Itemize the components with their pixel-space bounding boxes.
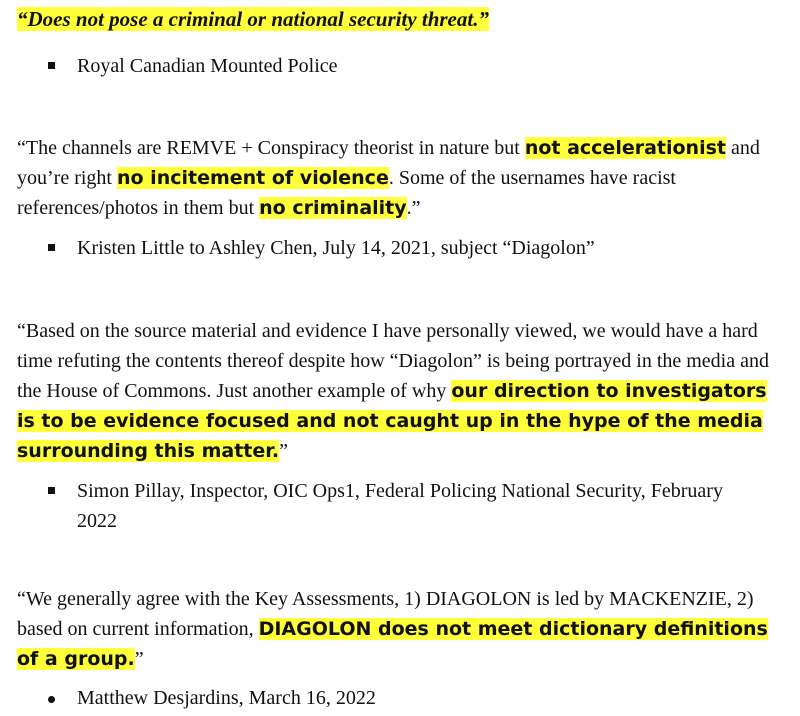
quote-2-attribution: Kristen Little to Ashley Chen, July 14, 2021, subject “Diagolon” <box>77 237 595 259</box>
bullet-square-icon <box>48 487 55 494</box>
bullet-round-icon <box>48 696 55 703</box>
quote-4-highlight-1: DIAGOLON does not meet dictionary definitions of a group. <box>17 618 768 670</box>
quote-2-highlight-2: no incitement of violence <box>116 167 389 189</box>
quote-3 <box>17 316 782 466</box>
quote-2-close: .” <box>406 197 421 219</box>
quote-2-mid-1: and you’re right <box>17 137 760 189</box>
bullet-square-icon <box>48 62 55 69</box>
quote-4-open: “We generally agree with the Key Assessments, 1) DIAGOLON is led by MACKENZIE, 2) based on current information, <box>17 588 754 640</box>
quote-4 <box>17 584 782 674</box>
quote-2-highlight-3: no criminality <box>259 197 407 219</box>
quote-1-attribution: Royal Canadian Mounted Police <box>77 55 338 77</box>
quote-3-highlight-1: our direction to investigators is to be evidence focused and not caught up in the hype of the media surrounding this matter. <box>17 380 767 462</box>
quote-1 <box>17 4 489 34</box>
quote-3-close: ” <box>279 440 289 462</box>
quote-1-text: “Does not pose a criminal or national security threat.” <box>17 7 489 31</box>
bullet-square-icon <box>48 244 55 251</box>
quote-3-attribution: Simon Pillay, Inspector, OIC Ops1, Federal Policing National Security, February 2022 <box>77 480 723 532</box>
quote-4-attribution: Matthew Desjardins, March 16, 2022 <box>77 687 376 709</box>
quote-4-close: ” <box>134 648 144 670</box>
quote-2 <box>17 133 782 223</box>
quote-2-mid-2: . Some of the usernames have racist references/photos in them but <box>17 167 676 219</box>
quote-2-highlight-1: not accelerationist <box>524 137 726 159</box>
quote-3-open: “Based on the source material and evidence I have personally viewed, we would have a hard time refuting the contents thereof despite how “Diagolon” is being portrayed in the media and the House of Commons. Just another example of why <box>17 320 769 402</box>
quote-2-open: “The channels are REMVE + Conspiracy theorist in nature but <box>17 137 525 159</box>
